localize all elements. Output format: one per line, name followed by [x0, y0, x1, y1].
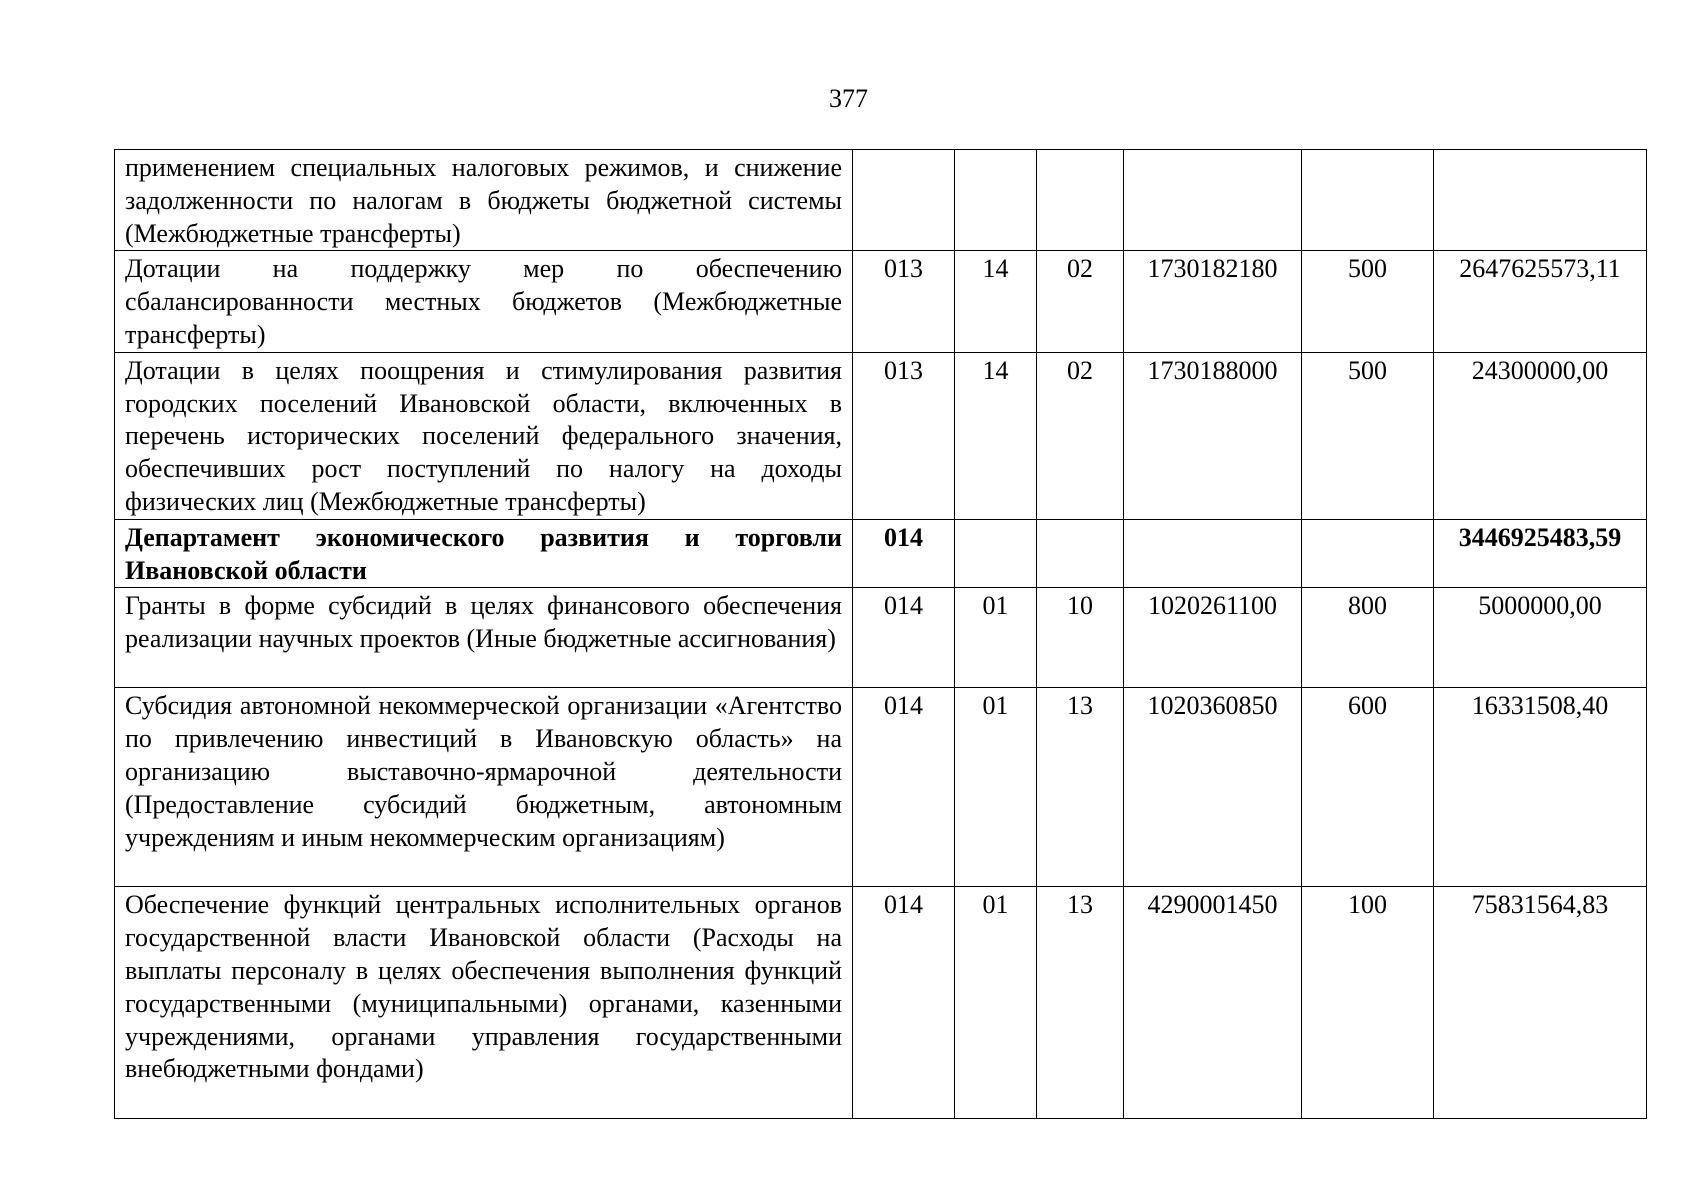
expense-name-cell: Дотации в целях поощрения и стимулирования развития городских поселений Ивановской области, включенных в перечень исторических поселений федерального значения, обеспечивших рост поступлений по налогу на доходы физических лиц (Межбюджетные трансферты): [115, 352, 853, 519]
section-code-cell: 14: [955, 352, 1037, 519]
expense-type-cell: 600: [1302, 688, 1434, 887]
table-row: [115, 688, 1647, 887]
ministry-code-cell: 013: [853, 251, 955, 352]
department-name-cell: Департамент экономического развития и торговли Ивановской области: [115, 519, 853, 588]
ministry-code-cell: 014: [853, 887, 955, 1119]
target-article-cell: 1730182180: [1124, 251, 1302, 352]
amount-cell: 5000000,00: [1434, 588, 1647, 688]
section-code-cell: 14: [955, 251, 1037, 352]
amount-cell: [1434, 150, 1647, 251]
target-article-cell: 1730188000: [1124, 352, 1302, 519]
target-article-cell: 4290001450: [1124, 887, 1302, 1119]
expense-type-cell: 100: [1302, 887, 1434, 1119]
expense-name-cell: Обеспечение функций центральных исполнительных органов государственной власти Ивановской области (Расходы на выплаты персоналу в целях обеспечения выполнения функций государственными (муниципальными) органами, казенными учреждениями, органами управления государственными внебюджетными фондами): [115, 887, 853, 1119]
amount-cell: 75831564,83: [1434, 887, 1647, 1119]
subsection-code-cell: 02: [1037, 352, 1124, 519]
section-code-cell: [955, 519, 1037, 588]
target-article-cell: 1020261100: [1124, 588, 1302, 688]
amount-cell: 2647625573,11: [1434, 251, 1647, 352]
ministry-code-cell: 014: [853, 688, 955, 887]
expense-type-cell: 500: [1302, 352, 1434, 519]
expense-type-cell: [1302, 150, 1434, 251]
subsection-code-cell: 02: [1037, 251, 1124, 352]
amount-cell: 16331508,40: [1434, 688, 1647, 887]
subsection-code-cell: 13: [1037, 688, 1124, 887]
subsection-code-cell: 10: [1037, 588, 1124, 688]
department-row: [115, 519, 1647, 588]
department-total-cell: 3446925483,59: [1434, 519, 1647, 588]
table-row: [115, 150, 1647, 251]
target-article-cell: [1124, 519, 1302, 588]
expense-type-cell: 500: [1302, 251, 1434, 352]
ministry-code-cell: 013: [853, 352, 955, 519]
amount-cell: 24300000,00: [1434, 352, 1647, 519]
expense-name-cell: Дотации на поддержку мер по обеспечению сбалансированности местных бюджетов (Межбюджетные трансферты): [115, 251, 853, 352]
table-row: [115, 887, 1647, 1119]
table-row: [115, 588, 1647, 688]
section-code-cell: 01: [955, 588, 1037, 688]
subsection-code-cell: 13: [1037, 887, 1124, 1119]
expense-name-cell: Субсидия автономной некоммерческой организации «Агентство по привлечению инвестиций в Ивановскую область» на организацию выставочно-ярмарочной деятельности (Предоставление субсидий бюджетным, автономным учреждениям и иным некоммерческим организациям): [115, 688, 853, 887]
target-article-cell: [1124, 150, 1302, 251]
ministry-code-cell: [853, 150, 955, 251]
section-code-cell: [955, 150, 1037, 251]
expense-type-cell: 800: [1302, 588, 1434, 688]
section-code-cell: 01: [955, 688, 1037, 887]
page-number: 377: [829, 84, 868, 113]
table-row: [115, 352, 1647, 519]
expense-name-cell: Гранты в форме субсидий в целях финансового обеспечения реализации научных проектов (Иные бюджетные ассигнования): [115, 588, 853, 688]
expense-name-cell: применением специальных налоговых режимов, и снижение задолженности по налогам в бюджеты бюджетной системы (Межбюджетные трансферты): [115, 150, 853, 251]
table-row: [115, 251, 1647, 352]
subsection-code-cell: [1037, 150, 1124, 251]
budget-table: [114, 149, 1647, 1119]
ministry-code-cell: 014: [853, 519, 955, 588]
ministry-code-cell: 014: [853, 588, 955, 688]
expense-type-cell: [1302, 519, 1434, 588]
section-code-cell: 01: [955, 887, 1037, 1119]
subsection-code-cell: [1037, 519, 1124, 588]
target-article-cell: 1020360850: [1124, 688, 1302, 887]
